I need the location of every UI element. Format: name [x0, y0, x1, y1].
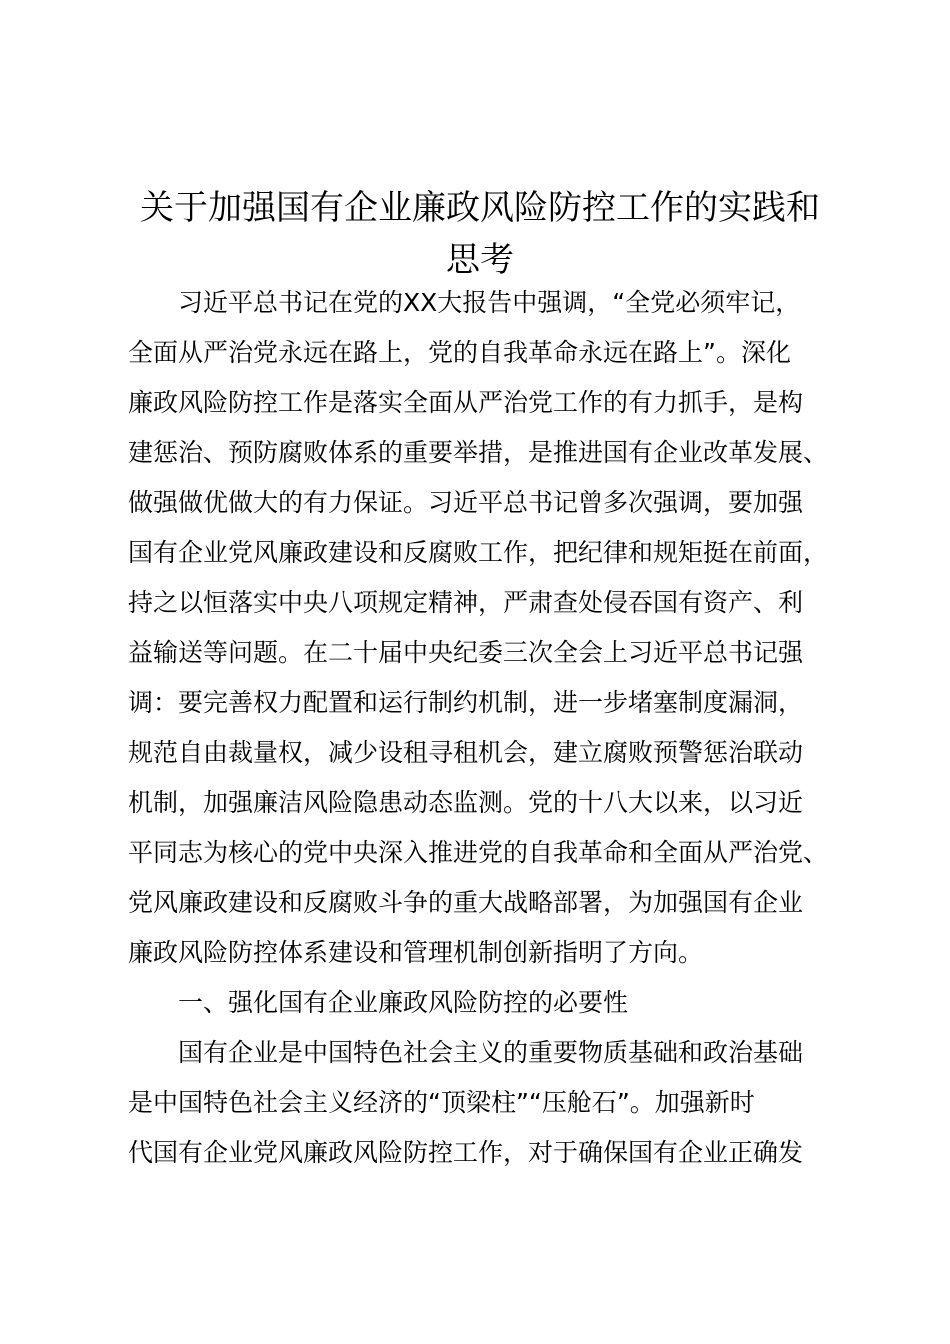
paragraph-line: 是中国特色社会主义经济的“顶梁柱”“压舱石”。加强新时 — [128, 1088, 755, 1117]
paragraph-line: 代国有企业党风廉政风险防控工作，对于确保国有企业正确发 — [128, 1138, 804, 1167]
paragraph-line: 国有企业是中国特色社会主义的重要物质基础和政治基础 — [178, 1038, 804, 1067]
paragraph-line: 益输送等问题。在二十届中央纪委三次全会上习近平总书记强 — [128, 638, 804, 667]
section-heading: 一、强化国有企业廉政风险防控的必要性 — [178, 988, 629, 1017]
paragraph-line: 持之以恒落实中央八项规定精神，严肃查处侵吞国有资产、利 — [128, 588, 804, 617]
paragraph-line: 国有企业党风廉政建设和反腐败工作，把纪律和规矩挺在前面， — [128, 538, 829, 567]
document-title — [120, 182, 840, 286]
paragraph-line: 平同志为核心的党中央深入推进党的自我革命和全面从严治党、 — [128, 838, 829, 867]
title-line-1: 关于加强国有企业廉政风险防控工作的实践和 — [140, 188, 820, 228]
paragraph-line: 廉政风险防控体系建设和管理机制创新指明了方向。 — [128, 938, 704, 967]
paragraph-line: 规范自由裁量权，减少设租寻租机会，建立腐败预警惩治联动 — [128, 738, 804, 767]
paragraph-line: 机制，加强廉洁风险隐患动态监测。党的十八大以来，以习近 — [128, 788, 804, 817]
paragraph-line: 做强做优做大的有力保证。习近平总书记曾多次强调，要加强 — [128, 488, 804, 517]
paragraph-line: 调：要完善权力配置和运行制约机制，进一步堵塞制度漏洞， — [128, 688, 804, 717]
paragraph-line: 党风廉政建设和反腐败斗争的重大战略部署，为加强国有企业 — [128, 888, 804, 917]
paragraph-line: 全面从严治党永远在路上，党的自我革命永远在路上”。深化 — [128, 338, 791, 367]
paragraph-line: 建惩治、预防腐败体系的重要举措，是推进国有企业改革发展、 — [128, 438, 829, 467]
title-line-2: 思考 — [446, 240, 514, 280]
paragraph-line: 习近平总书记在党的XX大报告中强调，“全党必须牢记， — [178, 288, 801, 317]
paragraph-line: 廉政风险防控工作是落实全面从严治党工作的有力抓手，是构 — [128, 388, 804, 417]
document-body — [128, 278, 862, 1178]
